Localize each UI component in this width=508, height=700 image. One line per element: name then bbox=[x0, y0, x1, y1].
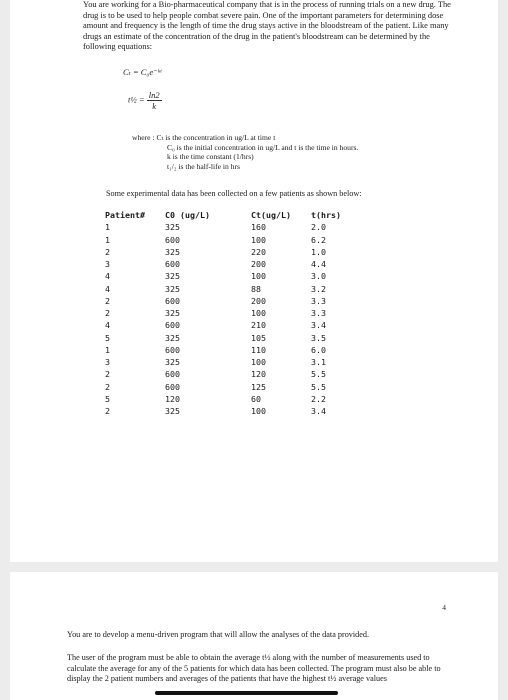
cell-patient: 2 bbox=[105, 406, 110, 416]
cell-ct: 160 bbox=[251, 222, 266, 233]
cell-ct: 100 bbox=[251, 271, 266, 282]
table-row bbox=[105, 381, 351, 393]
cell-time: 3.1 bbox=[311, 357, 326, 367]
table-row bbox=[105, 258, 351, 270]
cell-c0: 325 bbox=[165, 271, 180, 282]
cell-c0: 600 bbox=[165, 381, 180, 392]
definition-k: k is the time constant (1/hrs) bbox=[167, 152, 254, 161]
cell-ct: 120 bbox=[251, 369, 266, 380]
cell-time: 6.2 bbox=[311, 234, 326, 245]
intro-paragraph: You are working for a Bio-pharmaceutical company that is in the process of running trials on a new drug. The drug is to be used to help people combat severe pain. One of the important parameters for determining dose amount and frequency is the length of time the drug stays active in the bloodstream of the patient. Like many drugs an estimate of the concentration of the drug in the patient's bloodstream can be determined by the following equations: bbox=[83, 0, 451, 52]
header-patient: Patient# bbox=[105, 210, 145, 220]
cell-ct: 220 bbox=[251, 246, 266, 257]
variable-definitions bbox=[132, 133, 358, 171]
cell-c0: 600 bbox=[165, 320, 180, 331]
definition-c0: C₀ is the initial concentration in ug/L and t is the time in hours. bbox=[167, 142, 359, 152]
table-row bbox=[105, 368, 351, 380]
document-page-top bbox=[10, 0, 498, 562]
cell-ct: 110 bbox=[251, 344, 266, 355]
table-row bbox=[105, 270, 351, 282]
patient-data-table bbox=[105, 209, 351, 417]
data-intro-text: Some experimental data has been collected on a few patients as shown below: bbox=[106, 189, 362, 198]
cell-patient: 4 bbox=[105, 271, 110, 282]
cell-c0: 325 bbox=[165, 406, 180, 416]
cell-time: 3.4 bbox=[311, 320, 326, 331]
cell-patient: 4 bbox=[105, 320, 110, 331]
cell-patient: 5 bbox=[105, 332, 110, 343]
cell-patient: 3 bbox=[105, 357, 110, 367]
cell-patient: 1 bbox=[105, 222, 110, 233]
cell-ct: 125 bbox=[251, 381, 266, 392]
cell-time: 3.5 bbox=[311, 332, 326, 343]
document-page-bottom bbox=[10, 572, 498, 700]
cell-c0: 600 bbox=[165, 259, 180, 269]
half-life-equation bbox=[128, 90, 162, 111]
cell-c0: 325 bbox=[165, 357, 180, 367]
cell-c0: 600 bbox=[165, 234, 180, 245]
cell-time: 3.4 bbox=[311, 406, 326, 416]
cell-patient: 2 bbox=[105, 369, 110, 380]
half-life-lhs: t½ = bbox=[128, 94, 145, 105]
definition-half-life: t₁/₂ is the half-life in hrs bbox=[167, 161, 240, 171]
cell-patient: 2 bbox=[105, 308, 110, 318]
cell-patient: 3 bbox=[105, 259, 110, 269]
cell-c0: 600 bbox=[165, 369, 180, 380]
cell-ct: 100 bbox=[251, 234, 266, 245]
cell-c0: 325 bbox=[165, 246, 180, 257]
cell-time: 3.3 bbox=[311, 295, 326, 306]
cell-ct: 100 bbox=[251, 357, 266, 367]
page-number: 4 bbox=[442, 603, 446, 612]
table-row bbox=[105, 283, 351, 295]
cell-patient: 4 bbox=[105, 283, 110, 294]
cell-time: 5.5 bbox=[311, 369, 326, 380]
table-row bbox=[105, 344, 351, 356]
header-ct: Ct(ug/L) bbox=[251, 210, 291, 220]
table-row bbox=[105, 393, 351, 405]
table-row bbox=[105, 295, 351, 307]
cell-time: 2.0 bbox=[311, 222, 326, 233]
cell-ct: 100 bbox=[251, 308, 266, 318]
table-body bbox=[105, 221, 351, 417]
cell-c0: 325 bbox=[165, 332, 180, 343]
cell-time: 3.3 bbox=[311, 308, 326, 318]
concentration-equation: Cₜ = C₀e⁻ᵏᵗ bbox=[123, 67, 162, 77]
cell-ct: 105 bbox=[251, 332, 266, 343]
table-row bbox=[105, 307, 351, 319]
table-row bbox=[105, 332, 351, 344]
cell-ct: 200 bbox=[251, 259, 266, 269]
cell-c0: 325 bbox=[165, 222, 180, 233]
table-row bbox=[105, 221, 351, 233]
table-row bbox=[105, 356, 351, 368]
cell-c0: 325 bbox=[165, 308, 180, 318]
table-header-row bbox=[105, 209, 351, 221]
cell-ct: 200 bbox=[251, 295, 266, 306]
cell-time: 3.2 bbox=[311, 283, 326, 294]
cell-c0: 600 bbox=[165, 295, 180, 306]
table-row bbox=[105, 246, 351, 258]
cell-ct: 210 bbox=[251, 320, 266, 331]
table-row bbox=[105, 405, 351, 417]
cell-patient: 2 bbox=[105, 381, 110, 392]
cell-patient: 1 bbox=[105, 234, 110, 245]
cell-time: 4.4 bbox=[311, 259, 326, 269]
cell-ct: 88 bbox=[251, 283, 261, 294]
cell-time: 2.2 bbox=[311, 393, 326, 404]
cell-time: 3.0 bbox=[311, 271, 326, 282]
fraction-denominator: k bbox=[152, 101, 157, 111]
cell-patient: 5 bbox=[105, 393, 110, 404]
cell-c0: 325 bbox=[165, 283, 180, 294]
cell-patient: 1 bbox=[105, 344, 110, 355]
assignment-requirements: The user of the program must be able to obtain the average t½ along with the number of measurements used to calculate the average for any of the 5 patients for which data has been collected. The program must also be able to display the 2 patient numbers and averages of the patients that have the highest t½ average values bbox=[67, 653, 441, 684]
header-time: t(hrs) bbox=[311, 210, 341, 220]
cell-time: 6.0 bbox=[311, 344, 326, 355]
cell-patient: 2 bbox=[105, 246, 110, 257]
header-c0: C0 (ug/L) bbox=[165, 210, 210, 220]
cell-ct: 60 bbox=[251, 393, 261, 404]
cell-time: 1.0 bbox=[311, 246, 326, 257]
table-row bbox=[105, 319, 351, 331]
cell-c0: 600 bbox=[165, 344, 180, 355]
cell-patient: 2 bbox=[105, 295, 110, 306]
table-row bbox=[105, 234, 351, 246]
half-life-fraction bbox=[147, 90, 162, 111]
horizontal-scrollbar[interactable] bbox=[155, 691, 338, 695]
cell-time: 5.5 bbox=[311, 381, 326, 392]
cell-ct: 100 bbox=[251, 406, 266, 416]
fraction-numerator: ln2 bbox=[148, 90, 160, 100]
assignment-intro: You are to develop a menu-driven program that will allow the analyses of the data provided. bbox=[67, 630, 370, 639]
definition-ct: where : Cₜ is the concentration in ug/L at time t bbox=[132, 133, 276, 142]
cell-c0: 120 bbox=[165, 393, 180, 404]
